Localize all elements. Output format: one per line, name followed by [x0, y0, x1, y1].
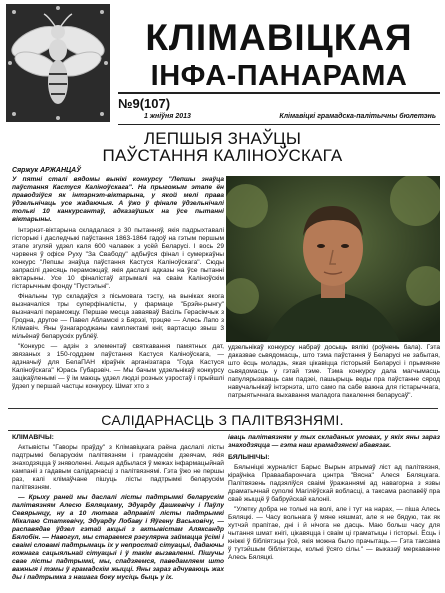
- newspaper-title: КЛІМАВІЦКАЯ: [145, 17, 413, 58]
- article2-quote-continuation: іваць палітвязням у тых складаных умовах, у якіх яны зараз знаходзяцца — гэта наш грамадзянскі абавязак.: [228, 434, 440, 449]
- newspaper-subtitle-title: ІНФА-ПАНАРАМА: [150, 60, 408, 92]
- section-divider-bottom: [8, 430, 438, 431]
- article2-left-column: [12, 434, 224, 592]
- bee-emblem-icon: [6, 4, 110, 122]
- article2-paragraph: "Улетку добра не толькі на волі, але і тут на нарах, — піша Алесь Бяляцкі. — Часу вольнага ў мяне няшмат, але я не бядую, так як хутчэй прапітае, дні і й нічога не дасць. Маю больш часу для чытання шмат кнігі, цікавяцца і сваім ці граматыцы і гісторыі. Ёсць і кніжкі ў бібліятэцы ўсё, якія можна было прачытаць.— Гэта таксама ў тутэйшым бібліятэцы, колькі ўсяго сілы." — выказаў меркаванне Алесь Бяляцкі.: [228, 506, 440, 561]
- article1-paragraph: удзельнікаў конкурсу набраў досыць вялікі (роўнень бала). Гэта даказвае сьвядомасць, што тэма паўстання ў Беларусі не забытая, што ёсць моладзь, якая цікавіцца гісторыяй Беларусі і прымяняе сьвядомасць у гэтай тэме. Тэма конкурсу дала магчымасць папулярызаваць сам падзеі, пашырыць веды пра паўстанне сярод навучальнікаў інтэрнэта, што само па сабе важна для гістарычнага, патрыятычнага выхавання маладога пакалення беларусаў".: [228, 344, 440, 399]
- article1-paragraph: Інтэрнэт-віктарына складалася з 30 пытанняў, якія падрыхтавалі гісторыкі і даследчыкі паўстання 1863-1864 гадоў на гэтым першым этапе згуляй удзел каля 600 чалавек з усёй Беларусі. І вось 29 чэрвеня ў офісе Руху "За Свабоду" адбыўся фінал і сумеркаўны конкурс "Лепшы знаўца паўстання Кастуся Каліноўскага". Сюды запрасілі дзесяць пераможцаў, якія даслалі адказы на ўсе пытанні віктарыны. Усе 10 фіналістаў атрымалі на сваім Каліноўскім гістарычным фонду "Пустэльні".: [12, 227, 224, 290]
- article1-paragraph: "Конкурс — адзін з элементаў святкавання памятных дат, звязаных з 150-годдзем паўстання Кастуся Каліноўскага, — адзначыў для БелаПАН кіраўнік арганізатара "Года Кастуся Каліноўскага" Юрась Губарэвіч. — Мы бачым удзельнікаў конкурсу зацікаўленымі — ў ім маюць удзел людзі розных узростаў і прыйшлі ўдзел у першай частцы конкурсу. Шмат хто з: [12, 343, 224, 390]
- info-bar-divider: [118, 124, 440, 125]
- location-label-byalynichy: БЯЛЫНІЧЫ:: [228, 454, 270, 461]
- article1-byline: Сяржук АРЖАНЦАЎ: [12, 167, 81, 174]
- article2-headline: САЛІДАРНАСЦЬ З ПАЛІТВЯЗНЯМІ.: [101, 412, 344, 428]
- article2-paragraph: Бялыніцкі журналіст Барыс Вырын атрымаў ліст ад палітвязня, кіраўніка Праваабарончага цэнтра "Вясна" Алеся Бяляцкага. Палітвязень падзяліўся сваімі ўражаннямі ад навагорна з язвы драматычнай суполкі Магілёўскай вобласці, а таксама распавёў пра сваё жыццё ў бабруйскай калоніі.: [228, 464, 440, 503]
- masthead-info-bar: [118, 113, 440, 125]
- portrait-photo-icon: [226, 176, 440, 342]
- bulletin-description: Клімавіцкі грамадска-палітычны бюлетэнь: [279, 113, 436, 120]
- title-divider: [118, 92, 440, 94]
- article2-paragraph: Актывісты "Гаворы праўду" з Клімавіцкага раёна даслалі лісты падтрымкі беларускім палітвязням і грамадскім дзеячам, якія знаходзяцца ў зняволенні. Акцыя адбылася ў межах інфармацыйнай кампаніі з гадавым салідарнасці з палітвязнямі. Гэта ўжо не першы раз, калі клімаўчане пішуць лісты падтрымкі беларускім палітвязням.: [12, 444, 224, 491]
- masthead: [0, 0, 445, 130]
- article2-right-column: [228, 434, 440, 592]
- issue-date: 1 жніўня 2013: [144, 113, 191, 120]
- article1-lead: У пятні сталі вядомы вынікі конкурсу "Лепшы знаўца паўстання Кастуся Каліноўскага". На прыгожым этапе ён праводзіўся як інтэрнэт-віктарына, у якой мелі права ўдзельнічаць усе жадаючыя. А ўжо ў фінале ўдзельнічалі толькі 10 канкурсантаў, адказаўшых на ўсе пытанні віктарыны.: [12, 176, 224, 223]
- article1-left-column: [12, 176, 224, 406]
- section-divider-top: [8, 408, 438, 409]
- article1-headline-line1: ЛЕПШЫЯ ЗНАЎЦЫ: [143, 129, 302, 148]
- article1-headline: [0, 130, 445, 164]
- article1-headline-line2: ПАЎСТАННЯ КАЛІНОЎСКАГА: [102, 146, 343, 165]
- location-label-klimavichy: КЛІМАВІЧЫ:: [12, 434, 54, 441]
- article2-quote: — Крыху раней мы даслалі лісты падтрымкі беларускім палітвязням Алесю Бяляцкаму, Эдуарду Дашкевічу і Паўлу Севярынцу, ну а 10 лютага адправілі лісты падтрымкі Мікалаю Статкевічу, Эдуарду Лобаву і Яўгену Васьковічу, — распавядае ўдзел гэтай акцыі з актывістам Аляксандр Бялобін. — Навогул, мы стараемся рэгулярна займацца ўсімі і сваімі словамі падтрымаць іх у непростай сітуацыі, дадаючы кожнага сацыяльнай сітуацыі і ў такім вызваленні. Пішучы свае лісты падтрымкі, мы, спадзяемся, паведамляем што важныя і тэмы ў грамадскім жыцці. Яны зараз адчуваюць жах ды і падтрымка з нашага боку мусіць быць у іх.: [12, 494, 224, 581]
- issue-number: №9(107): [118, 96, 171, 111]
- article-photo-winner: [226, 176, 440, 342]
- article1-paragraph: Фінальны тур складаўся з пісьмовага тэсту, на выніках якога вызначаліся тры суперфіналісты, у фармаце "Брэйн-рынгу" вызначалі пераможцу. Першае месца заваяваў Васіль Герасімчык з Гродна, другое — Павел Абламскі з Бярэзі, трэцяе — Алесь Лапо з Клімавіч. Яны ўзнагароджаны камплектамі кніг, вартасцю звыш 3 мільёнаў беларускіх рублёў.: [12, 293, 224, 340]
- article1-right-column: [228, 344, 440, 406]
